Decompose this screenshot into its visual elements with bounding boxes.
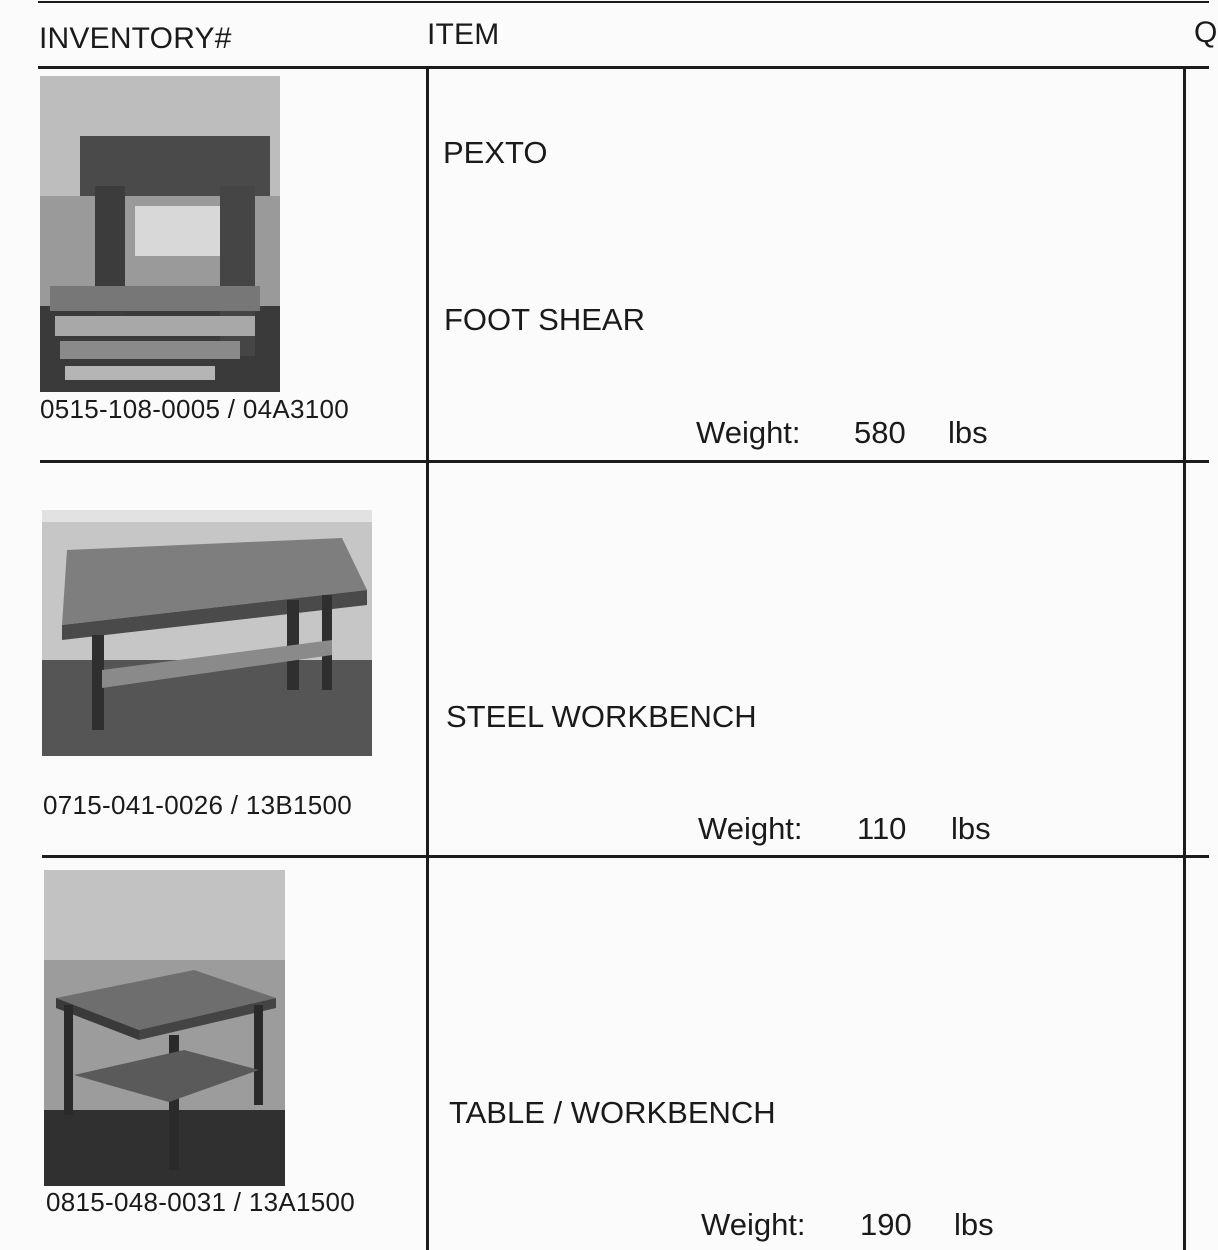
item-name-line1: PEXTO (443, 135, 548, 170)
weight-label: Weight: (698, 811, 803, 846)
weight-value: 110 (857, 811, 907, 846)
item-name-line1: STEEL WORKBENCH (446, 699, 757, 734)
column-divider-right (1183, 66, 1186, 1250)
header-inventory: INVENTORY# (39, 22, 232, 55)
inventory-number: 0515-108-0005 / 04A3100 (40, 394, 350, 424)
weight-unit: lbs (951, 811, 991, 846)
pexto-foot-shear-photo (40, 76, 280, 392)
header-third-col-partial: Q (1194, 16, 1218, 49)
column-divider-left (426, 66, 429, 1250)
row1-bottom-rule (40, 460, 1209, 463)
weight-value: 580 (854, 415, 906, 450)
weight-unit: lbs (954, 1207, 994, 1242)
steel-workbench-photo (42, 510, 372, 756)
item-name-line2: FOOT SHEAR (444, 302, 645, 337)
header-item: ITEM (427, 18, 500, 51)
weight-label: Weight: (701, 1207, 806, 1242)
inventory-number: 0815-048-0031 / 13A1500 (46, 1187, 356, 1217)
header-bottom-rule (38, 66, 1209, 69)
inventory-number: 0715-041-0026 / 13B1500 (43, 790, 353, 820)
weight-value: 190 (860, 1207, 912, 1242)
top-border (38, 1, 1209, 3)
row2-bottom-rule (42, 855, 1209, 858)
item-name-line1: TABLE / WORKBENCH (449, 1095, 776, 1130)
weight-label: Weight: (696, 415, 801, 450)
table-workbench-photo (44, 870, 285, 1186)
weight-unit: lbs (948, 415, 988, 450)
